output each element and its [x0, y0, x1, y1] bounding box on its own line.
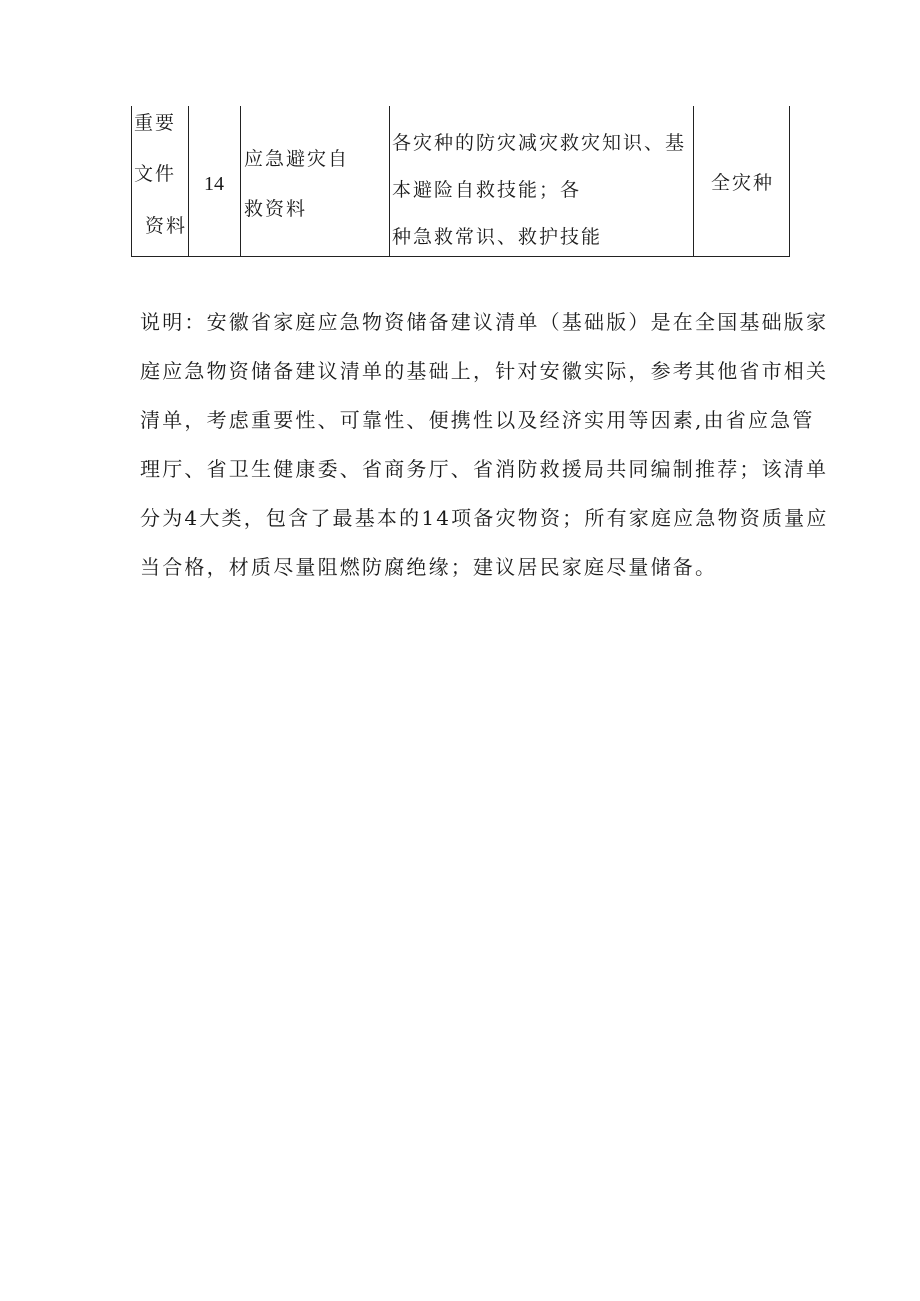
- table-row: [131, 106, 790, 257]
- item-name-line-1: 应急避灾自: [244, 148, 350, 170]
- note-line-6: 当合格，材质尽量阻燃防腐绝缘；建议居民家庭尽量储备。: [140, 555, 718, 579]
- note-line-4: 理厅、省卫生健康委、省商务厅、省消防救援局共同编制推荐；该清单: [140, 457, 829, 481]
- content-line-1: 各灾种的防灾减灾救灾知识、基: [392, 132, 687, 154]
- note-line-1: 说明：安徽省家庭应急物资储备建议清单（基础版）是在全国基础版家: [140, 310, 829, 334]
- table-divider-1: [188, 106, 189, 256]
- content-line-2: 本避险自救技能；各: [392, 179, 582, 201]
- content-line-3: 种急救常识、救护技能: [392, 226, 603, 248]
- category-line-1: 重要: [134, 112, 177, 134]
- item-number: 14: [204, 173, 224, 195]
- note-line-2: 庭应急物资储备建议清单的基础上，针对安徽实际，参考其他省市相关: [140, 359, 829, 383]
- table-divider-4: [693, 106, 694, 256]
- table-divider-2: [240, 106, 241, 256]
- note-line-5: 分为4大类，包含了最基本的14项备灾物资；所有家庭应急物资质量应: [140, 506, 829, 530]
- category-line-2: 文件: [134, 163, 177, 185]
- category-line-3: 资料: [145, 215, 188, 237]
- note-line-3: 清单，考虑重要性、可靠性、便携性以及经济实用等因素,由省应急管: [140, 408, 815, 432]
- table-border-right: [789, 106, 790, 256]
- disaster-scope: 全灾种: [711, 172, 775, 194]
- table-border-left: [131, 106, 132, 256]
- table-divider-3: [389, 106, 390, 256]
- item-name-line-2: 救资料: [244, 198, 308, 220]
